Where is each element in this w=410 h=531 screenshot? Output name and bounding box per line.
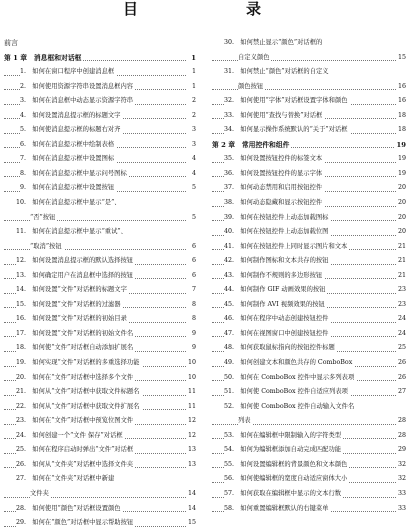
- toc-entry: [212, 443, 406, 458]
- toc-entry: [212, 458, 406, 473]
- toc-entry-title: 6. 如何在消息提示框中绘制表格: [20, 138, 116, 153]
- toc-entry: [212, 240, 406, 255]
- toc-entry-title: 48. 如何获取鼠标指向的按钮控件标题: [224, 341, 337, 356]
- toc-entry-page: 23: [396, 298, 406, 313]
- toc-entry-page: 4: [190, 167, 196, 182]
- toc-entry-title: 26. 如何从“文件夹”对话框中选择文件夹: [16, 458, 135, 473]
- toc-entry: [4, 298, 196, 313]
- toc-entry: [212, 123, 406, 138]
- toc-entry: [212, 327, 406, 342]
- toc-entry: [4, 341, 196, 356]
- toc-entry-title: 16. 如何设置“文件”对话框的初始目录: [16, 312, 129, 327]
- toc-entry: [212, 371, 406, 386]
- toc-entry: [4, 400, 196, 415]
- toc-entry: [212, 414, 406, 429]
- toc-entry-page: 7: [190, 283, 196, 298]
- toc-entry: [212, 80, 406, 95]
- toc-entry: [4, 385, 196, 400]
- toc-entry: [4, 254, 196, 269]
- toc-entry-page: 20: [396, 225, 406, 240]
- toc-entry-title: 34. 如何显示操作系统默认的“关于”对话框: [224, 123, 350, 138]
- toc-entry: [4, 414, 196, 429]
- toc-entry: [4, 181, 196, 196]
- toc-entry: [212, 152, 406, 167]
- toc-entry: [212, 196, 406, 211]
- toc-entry: [212, 109, 406, 124]
- page-title: 目 录: [122, 0, 287, 18]
- toc-entry-title: 53. 如何在编辑框中限制输入的字符类型: [224, 429, 343, 444]
- toc-entry-title: 43. 如何制作不规则的多边形按钮: [224, 269, 324, 284]
- toc-entry-title: 23. 如何在“文件”对话框中预览位图文件: [16, 414, 135, 429]
- toc-entry: [212, 341, 406, 356]
- toc-entry-title: 12. 如何设置消息提示框的默认选择按钮: [16, 254, 135, 269]
- toc-entry: [212, 400, 406, 415]
- toc-entry-title: 46. 如何在程序中动态创建按钮控件: [224, 312, 330, 327]
- toc-entry-page: 32: [396, 458, 406, 473]
- toc-entry: [4, 356, 196, 371]
- toc-entry-title: 8. 如何在消息提示框中显示问号图标: [20, 167, 129, 182]
- toc-entry: [212, 225, 406, 240]
- toc-entry-title: 22. 如何从“文件”对话框中获取文件扩展名: [16, 400, 142, 415]
- toc-entry: [212, 211, 406, 226]
- toc-entry: [212, 254, 406, 269]
- toc-entry-page: 13: [186, 443, 196, 458]
- toc-entry-title: 44. 如何制作 GIF 动画效果的按钮: [224, 283, 327, 298]
- toc-entry: [4, 240, 196, 255]
- toc-entry-title: 18. 如何使“文件”对话框自动添加扩展名: [16, 341, 135, 356]
- toc-entry-page: 18: [396, 109, 406, 124]
- toc-entry-title: 42. 如何制作图标和文本共存的按钮: [224, 254, 330, 269]
- toc-entry-title: 15. 如何设置“文件”对话框的过滤器: [16, 298, 123, 313]
- toc-entry: [4, 269, 196, 284]
- toc-entry-page: 33: [396, 502, 406, 517]
- toc-entry-title: 37. 如何动态禁用和启用按钮控件: [224, 181, 324, 196]
- toc-entry-page: 15: [186, 516, 196, 531]
- toc-entry-title: 32. 如何使用“字体”对话框设置字体和颜色: [224, 94, 350, 109]
- toc-entry: [212, 385, 406, 400]
- toc-entry-page: 14: [186, 487, 196, 502]
- toc-entry-page: 12: [186, 414, 196, 429]
- toc-entry-title: 3. 如何在消息框中动态显示资源字符串: [20, 94, 135, 109]
- toc-entry-page: 14: [186, 502, 196, 517]
- toc-chapter: [212, 138, 406, 153]
- toc-entry-title: 25. 如何在程序启动时弹出“文件”对话框: [16, 443, 135, 458]
- toc-entry-page: 33: [396, 487, 406, 502]
- toc-entry-title: 49. 如何创建文本和颜色共存的 ComboBox: [224, 356, 354, 371]
- toc-entry: [4, 502, 196, 517]
- toc-entry: [212, 167, 406, 182]
- toc-entry: [4, 211, 196, 226]
- toc-entry-title: 24. 如何创建一个“文件 保存”对话框: [16, 429, 125, 444]
- toc-entry: [4, 138, 196, 153]
- toc-entry-title: 38. 如何动态隐藏和显示按钮控件: [224, 196, 324, 211]
- toc-entry: [4, 472, 196, 487]
- toc-entry-page: 29: [396, 443, 406, 458]
- toc-entry-page: 18: [396, 123, 406, 138]
- toc-entry-title: 40. 如何在按钮控件上动态加载位图: [224, 225, 330, 240]
- toc-entry-page: 20: [396, 211, 406, 226]
- toc-entry-page: 1: [189, 51, 196, 66]
- toc-entry-page: 5: [190, 211, 196, 226]
- toc-entry-title: 30. 如何禁止显示“颜色”对话框的: [224, 39, 323, 46]
- toc-entry: [4, 109, 196, 124]
- toc-entry: [4, 371, 196, 386]
- toc-entry-page: 10: [186, 371, 196, 386]
- toc-entry-page: 16: [396, 94, 406, 109]
- toc-entry-page: 4: [190, 152, 196, 167]
- toc-entry-page: 6: [190, 269, 196, 284]
- toc-entry-page: 26: [396, 356, 406, 371]
- toc-entry-page: 9: [190, 341, 196, 356]
- toc-entry: [4, 80, 196, 95]
- toc-entry-page: 1: [190, 80, 196, 95]
- toc-entry-title: 列表: [238, 414, 253, 429]
- toc-entry: [212, 487, 406, 502]
- toc-entry-page: 2: [190, 109, 196, 124]
- toc-entry: [212, 65, 406, 80]
- toc-left-column: [4, 36, 196, 531]
- toc-entry-page: 2: [190, 94, 196, 109]
- toc-entry: [212, 472, 406, 487]
- toc-entry-page: 20: [396, 181, 406, 196]
- toc-entry-page: 21: [396, 240, 406, 255]
- toc-entry-title: 27. 如何在“文件夹”对话框中新建: [16, 475, 115, 483]
- toc-entry: [212, 312, 406, 327]
- toc-entry-title: 第 2 章 常用控件和组件: [212, 138, 291, 153]
- toc-entry-title: 10. 如何在消息提示框中显示“是”、: [16, 199, 121, 207]
- toc-entry-title: 52. 如何使 ComboBox 控件自动输入文件名: [224, 402, 355, 410]
- toc-entry: [4, 487, 196, 502]
- toc-entry-title: 39. 如何在按钮控件上动态加载图标: [224, 211, 330, 226]
- toc-entry-title: 41. 如何在按钮控件上同时显示图片和文本: [224, 240, 349, 255]
- toc-entry-title: 57. 如何获取在编辑框中显示的文本行数: [224, 487, 343, 502]
- toc-entry-page: 5: [190, 181, 196, 196]
- toc-entry-title: 58. 如何重置编辑框默认的右键菜单: [224, 502, 330, 517]
- toc-entry-page: 25: [396, 341, 406, 356]
- toc-entry: [212, 429, 406, 444]
- toc-entry: [212, 356, 406, 371]
- toc-entry: [212, 94, 406, 109]
- toc-entry: [212, 502, 406, 517]
- toc-entry: [212, 283, 406, 298]
- toc-entry-title: 21. 如何从“文件”对话框中获取文件标题名: [16, 385, 142, 400]
- toc-entry-page: 20: [396, 196, 406, 211]
- toc-entry-title: 14. 如何设置“文件”对话框的标题文字: [16, 283, 129, 298]
- toc-entry-page: 28: [396, 414, 406, 429]
- toc-entry-title: 31. 如何禁止“颜色”对话框的自定义: [224, 68, 329, 76]
- toc-entry-title: 7. 如何在消息提示框中设置图标: [20, 152, 116, 167]
- toc-entry-page: 27: [396, 385, 406, 400]
- toc-entry-page: 21: [396, 269, 406, 284]
- toc-entry-title: 47. 如何在视图窗口中创建按钮控件: [224, 327, 330, 342]
- toc-entry-page: 10: [186, 356, 196, 371]
- toc-entry: [4, 196, 196, 211]
- toc-entry-page: 12: [186, 429, 196, 444]
- toc-entry-page: 3: [190, 138, 196, 153]
- toc-entry: [4, 123, 196, 138]
- toc-entry-page: 19: [396, 167, 406, 182]
- toc-entry: [4, 94, 196, 109]
- toc-entry-title: 颜色按钮: [238, 80, 265, 95]
- toc-entry-title: 9. 如何在消息提示框中设置按钮: [20, 181, 116, 196]
- toc-entry-title: 28. 如何使用“颜色”对话框设置颜色: [16, 502, 123, 517]
- toc-entry-page: 16: [396, 80, 406, 95]
- toc-entry-page: 6: [190, 254, 196, 269]
- toc-entry: [212, 269, 406, 284]
- toc-entry-page: 13: [186, 458, 196, 473]
- toc-entry-title: 第 1 章 消息框和对话框: [4, 51, 83, 66]
- toc-entry-title: 1. 如何在窗口程序中创建消息框: [20, 65, 116, 80]
- toc-entry-page: 24: [396, 327, 406, 342]
- toc-entry-title: 文件夹: [30, 487, 51, 502]
- toc-front-matter: [4, 36, 196, 51]
- toc-entry-title: 19. 如何实现“文件”对话框的多重选择功能: [16, 356, 142, 371]
- toc-entry-page: 28: [396, 429, 406, 444]
- toc-entry-title: 17. 如何设置“文件”对话框的初始文件名: [16, 327, 135, 342]
- toc-entry-page: 15: [396, 51, 406, 66]
- toc-entry-title: 50. 如何在 ComboBox 控件中显示多列表项: [224, 371, 356, 386]
- toc-entry-page: 11: [186, 400, 196, 415]
- toc-entry-title: 29. 如何在“颜色”对话框中显示帮助按钮: [16, 516, 135, 531]
- toc-entry: [4, 516, 196, 531]
- toc-entry: [4, 458, 196, 473]
- toc-entry-title: 54. 如何为编辑框添加自动完成匹配功能: [224, 443, 343, 458]
- toc-entry-page: 26: [396, 371, 406, 386]
- toc-entry-title: 11. 如何在消息提示框中显示“重试”、: [16, 228, 127, 236]
- toc-entry: [4, 312, 196, 327]
- toc-entry-title: 前言: [4, 36, 20, 51]
- toc-entry-title: 自定义颜色: [238, 51, 271, 66]
- toc-entry-title: 2. 如何使用资源字符串设置消息框内容: [20, 80, 135, 95]
- toc-entry-title: “否”按钮: [30, 211, 57, 226]
- toc-entry-title: “取消”按钮: [30, 240, 64, 255]
- toc-entry-title: 33. 如何使用“查找与替换”对话框: [224, 109, 324, 124]
- toc-entry-title: 5. 如何使消息提示框的标题右对齐: [20, 123, 122, 138]
- toc-entry: [212, 51, 406, 66]
- toc-entry-title: 35. 如何设置按钮控件的标签文本: [224, 152, 324, 167]
- toc-entry-title: 55. 如何设置编辑框的背景颜色和文本颜色: [224, 458, 349, 473]
- toc-chapter: [4, 51, 196, 66]
- toc-entry: [212, 36, 406, 51]
- toc-entry: [4, 167, 196, 182]
- toc-entry-title: 20. 如何在“文件”对话框中选择多个文件: [16, 371, 135, 386]
- toc-entry-title: 13. 如何确定用户在消息框中选择的按钮: [16, 269, 135, 284]
- toc-entry-page: 24: [396, 312, 406, 327]
- toc-entry: [4, 283, 196, 298]
- toc-entry-page: 6: [190, 240, 196, 255]
- toc-entry-page: 9: [190, 327, 196, 342]
- toc-entry-page: 19: [395, 138, 406, 153]
- toc-entry-page: 32: [396, 472, 406, 487]
- toc-entry-title: 45. 如何制作 AVI 视频效果的按钮: [224, 298, 327, 313]
- toc-entry-page: 8: [190, 312, 196, 327]
- toc-entry-page: 21: [396, 254, 406, 269]
- toc-entry: [212, 298, 406, 313]
- toc-entry-page: 19: [396, 152, 406, 167]
- toc-entry-title: 51. 如何使 ComboBox 控件自适应列表项: [224, 385, 350, 400]
- toc-entry: [212, 181, 406, 196]
- toc-entry: [4, 327, 196, 342]
- toc-entry-title: 4. 如何设置消息提示框的标题文字: [20, 109, 122, 124]
- toc-entry-title: 36. 如何设置按钮控件的显示字体: [224, 167, 324, 182]
- toc-entry: [4, 152, 196, 167]
- toc-entry: [4, 443, 196, 458]
- toc-entry-page: 8: [190, 298, 196, 313]
- toc-entry: [4, 65, 196, 80]
- toc-entry-title: 56. 如何使编辑框的宽度自动适应窗体大小: [224, 472, 349, 487]
- toc-entry: [4, 429, 196, 444]
- toc-right-column: [212, 36, 406, 516]
- toc-entry: [4, 225, 196, 240]
- toc-entry-page: 11: [186, 385, 196, 400]
- toc-entry-page: 1: [190, 65, 196, 80]
- toc-entry-page: 3: [190, 123, 196, 138]
- toc-entry-page: 23: [396, 283, 406, 298]
